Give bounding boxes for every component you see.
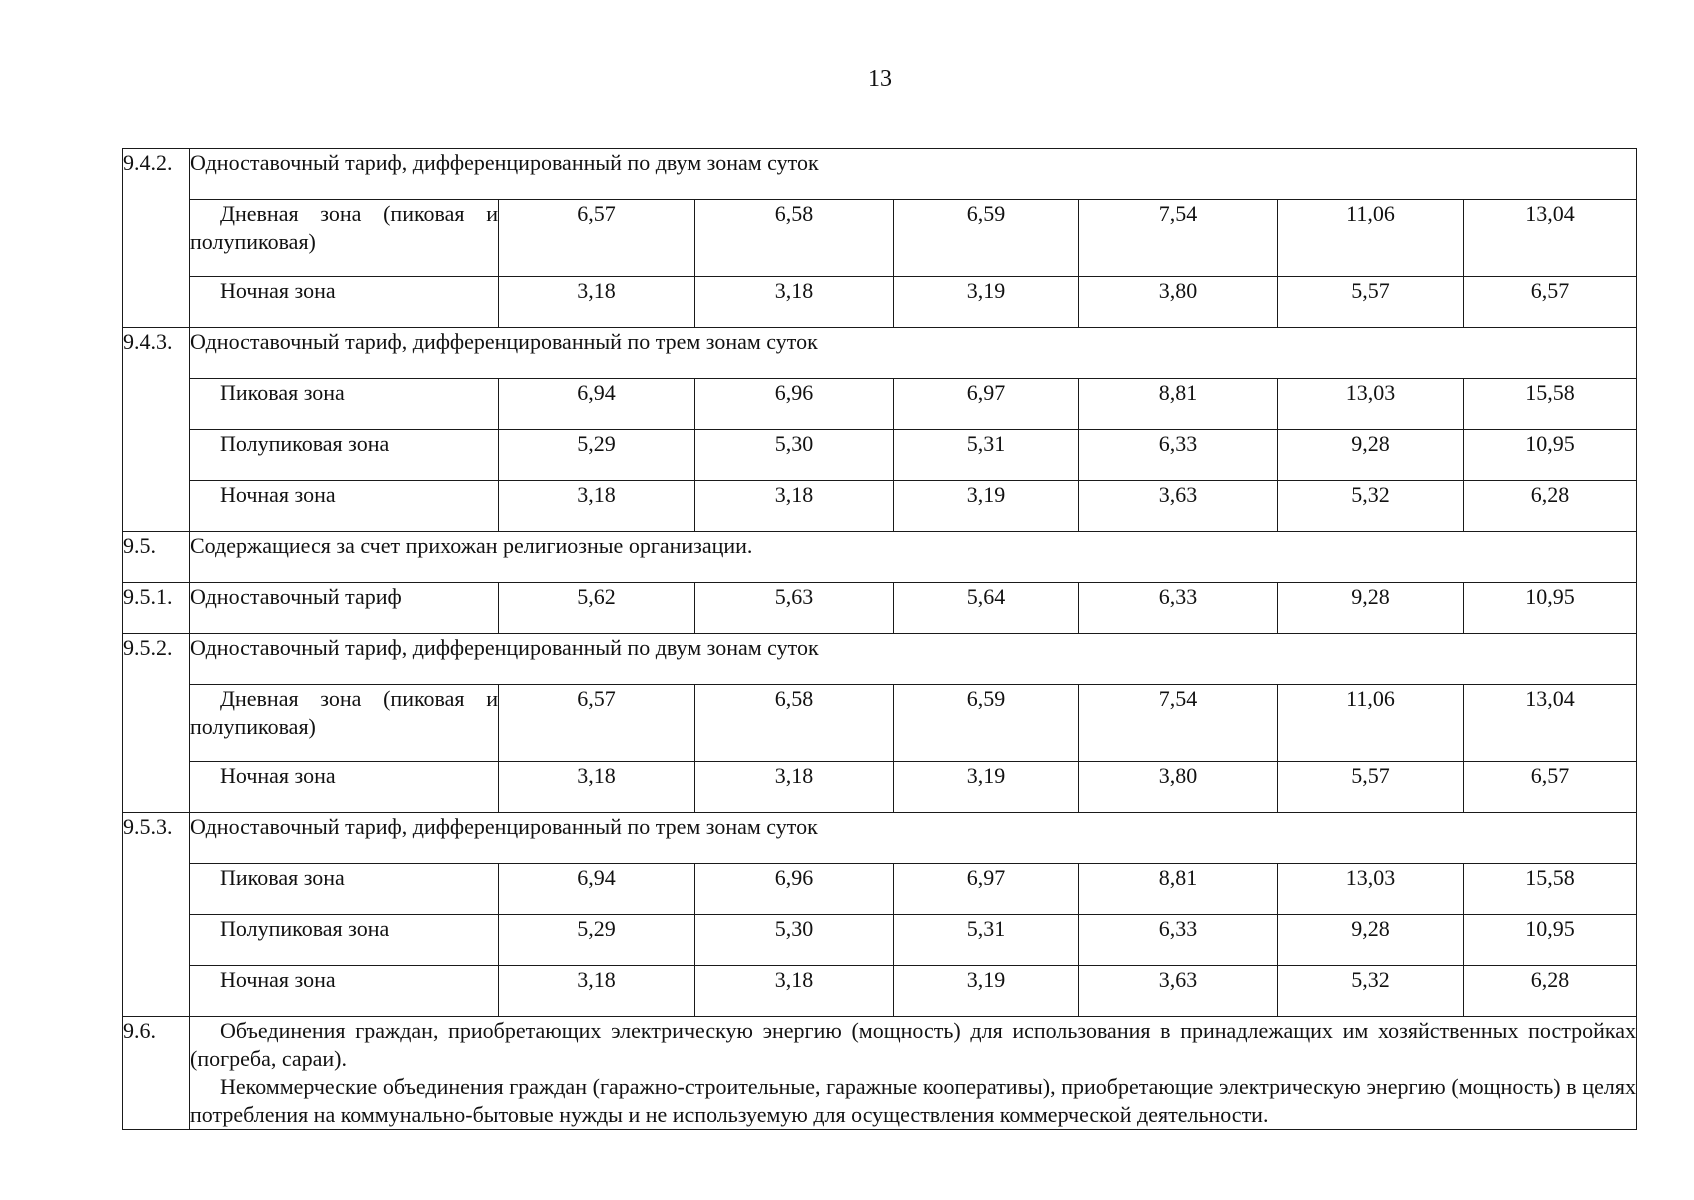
table-row	[123, 328, 1637, 379]
row-code: 9.6.	[123, 1017, 190, 1130]
value-cell: 3,18	[499, 277, 695, 328]
zone-label-text: Полупиковая зона	[220, 916, 390, 941]
table-row	[123, 966, 1637, 1017]
value-cell: 6,97	[894, 379, 1079, 430]
zone-label	[190, 430, 499, 481]
row-code: 9.5.2.	[123, 634, 190, 813]
row-heading: Одноставочный тариф, дифференцированный по двум зонам суток	[190, 634, 1637, 685]
table-row	[123, 532, 1637, 583]
value-cell: 15,58	[1464, 379, 1637, 430]
value-cell: 3,18	[695, 966, 894, 1017]
table-row	[123, 200, 1637, 277]
value-cell: 5,64	[894, 583, 1079, 634]
value-cell: 6,59	[894, 685, 1079, 762]
value-cell: 5,29	[499, 430, 695, 481]
value-cell: 3,80	[1079, 277, 1278, 328]
zone-label	[190, 200, 499, 277]
zone-label	[190, 481, 499, 532]
value-cell: 6,96	[695, 379, 894, 430]
value-cell: 3,18	[695, 277, 894, 328]
zone-label-text: Ночная зона	[220, 967, 336, 992]
zone-label-text: Ночная зона	[220, 278, 336, 303]
value-cell: 6,33	[1079, 583, 1278, 634]
page-number: 13	[868, 66, 892, 92]
zone-label	[190, 277, 499, 328]
zone-label	[190, 685, 499, 762]
zone-label-text: Пиковая зона	[220, 380, 345, 405]
value-cell: 8,81	[1079, 379, 1278, 430]
value-cell: 9,28	[1278, 583, 1464, 634]
row-code: 9.5.3.	[123, 813, 190, 1017]
value-cell: 3,19	[894, 481, 1079, 532]
value-cell: 3,18	[499, 966, 695, 1017]
row-code: 9.5.	[123, 532, 190, 583]
row-heading: Одноставочный тариф, дифференцированный по двум зонам суток	[190, 149, 1637, 200]
table-row	[123, 915, 1637, 966]
value-cell: 6,57	[499, 200, 695, 277]
value-cell: 6,59	[894, 200, 1079, 277]
value-cell: 3,19	[894, 762, 1079, 813]
value-cell: 8,81	[1079, 864, 1278, 915]
row-code: 9.4.3.	[123, 328, 190, 532]
value-cell: 5,31	[894, 430, 1079, 481]
tariff-label: Одноставочный тариф	[190, 583, 499, 634]
value-cell: 3,19	[894, 966, 1079, 1017]
value-cell: 10,95	[1464, 430, 1637, 481]
zone-label	[190, 762, 499, 813]
row-heading: Одноставочный тариф, дифференцированный по трем зонам суток	[190, 328, 1637, 379]
value-cell: 5,30	[695, 915, 894, 966]
table-row	[123, 1017, 1637, 1130]
value-cell: 9,28	[1278, 430, 1464, 481]
value-cell: 3,63	[1079, 966, 1278, 1017]
value-cell: 13,03	[1278, 864, 1464, 915]
row-code: 9.5.1.	[123, 583, 190, 634]
value-cell: 3,19	[894, 277, 1079, 328]
value-cell: 5,57	[1278, 762, 1464, 813]
value-cell: 10,95	[1464, 583, 1637, 634]
value-cell: 6,58	[695, 685, 894, 762]
value-cell: 6,94	[499, 379, 695, 430]
value-cell: 6,28	[1464, 481, 1637, 532]
value-cell: 5,32	[1278, 481, 1464, 532]
value-cell: 13,03	[1278, 379, 1464, 430]
value-cell: 6,57	[1464, 762, 1637, 813]
zone-label	[190, 966, 499, 1017]
value-cell: 5,32	[1278, 966, 1464, 1017]
row-code: 9.4.2.	[123, 149, 190, 328]
note-cell	[190, 1017, 1637, 1130]
value-cell: 3,18	[499, 762, 695, 813]
table-row	[123, 149, 1637, 200]
value-cell: 7,54	[1079, 685, 1278, 762]
group-title: Содержащиеся за счет прихожан религиозные организации.	[190, 532, 1637, 583]
value-cell: 7,54	[1079, 200, 1278, 277]
value-cell: 11,06	[1278, 200, 1464, 277]
value-cell: 3,18	[695, 762, 894, 813]
value-cell: 9,28	[1278, 915, 1464, 966]
value-cell: 5,29	[499, 915, 695, 966]
note-paragraph: Некоммерческие объединения граждан (гаражно-строительные, гаражные кооперативы), приобретающие электрическую энергию (мощность) в целях потребления на коммунально-бытовые нужды и не используемую для осуществления коммерческой деятельности.	[190, 1074, 1636, 1127]
table-row	[123, 762, 1637, 813]
table-row	[123, 864, 1637, 915]
value-cell: 15,58	[1464, 864, 1637, 915]
value-cell: 6,58	[695, 200, 894, 277]
table-row	[123, 277, 1637, 328]
zone-label	[190, 864, 499, 915]
table-row	[123, 685, 1637, 762]
zone-label-text: Ночная зона	[220, 763, 336, 788]
table-row	[123, 583, 1637, 634]
value-cell: 6,94	[499, 864, 695, 915]
table-row	[123, 813, 1637, 864]
table-row	[123, 430, 1637, 481]
value-cell: 6,57	[499, 685, 695, 762]
value-cell: 3,63	[1079, 481, 1278, 532]
value-cell: 5,63	[695, 583, 894, 634]
value-cell: 11,06	[1278, 685, 1464, 762]
table-row	[123, 481, 1637, 532]
value-cell: 6,33	[1079, 430, 1278, 481]
tariff-table	[122, 148, 1637, 1130]
zone-label-text: Пиковая зона	[220, 865, 345, 890]
value-cell: 6,28	[1464, 966, 1637, 1017]
zone-label-text: Полупиковая зона	[220, 431, 390, 456]
row-heading: Одноставочный тариф, дифференцированный по трем зонам суток	[190, 813, 1637, 864]
value-cell: 5,57	[1278, 277, 1464, 328]
note-paragraph: Объединения граждан, приобретающих электрическую энергию (мощность) для использования в принадлежащих им хозяйственных постройках (погреба, сараи).	[190, 1018, 1636, 1071]
value-cell: 5,30	[695, 430, 894, 481]
zone-label-text: Дневная зона (пиковая и полупиковая)	[190, 201, 498, 254]
value-cell: 6,97	[894, 864, 1079, 915]
value-cell: 3,80	[1079, 762, 1278, 813]
value-cell: 3,18	[499, 481, 695, 532]
value-cell: 5,31	[894, 915, 1079, 966]
zone-label	[190, 915, 499, 966]
value-cell: 5,62	[499, 583, 695, 634]
table-row	[123, 379, 1637, 430]
value-cell: 6,33	[1079, 915, 1278, 966]
zone-label-text: Ночная зона	[220, 482, 336, 507]
value-cell: 13,04	[1464, 685, 1637, 762]
value-cell: 13,04	[1464, 200, 1637, 277]
value-cell: 6,96	[695, 864, 894, 915]
zone-label	[190, 379, 499, 430]
value-cell: 6,57	[1464, 277, 1637, 328]
zone-label-text: Дневная зона (пиковая и полупиковая)	[190, 686, 498, 739]
value-cell: 10,95	[1464, 915, 1637, 966]
table-row	[123, 634, 1637, 685]
value-cell: 3,18	[695, 481, 894, 532]
